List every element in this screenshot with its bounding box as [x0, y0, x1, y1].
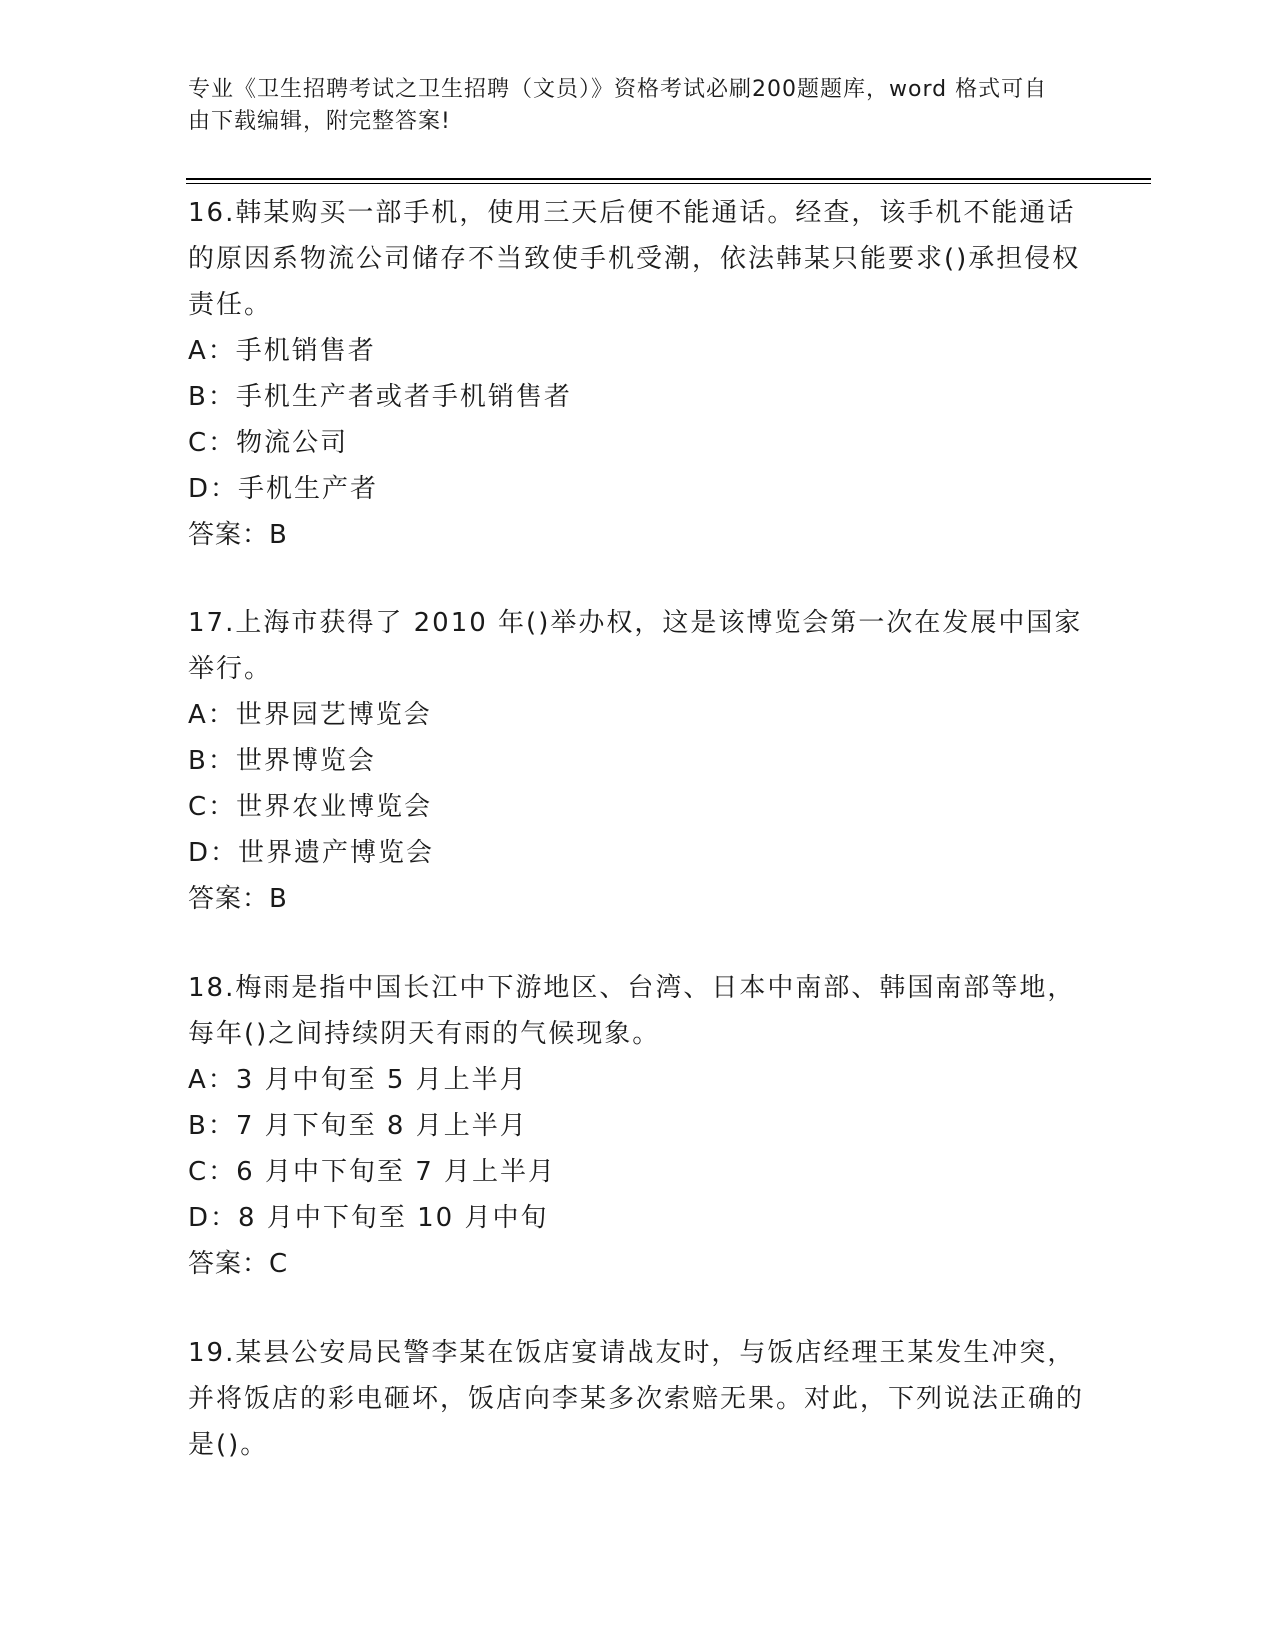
option-c: C：物流公司: [188, 428, 349, 458]
question-16: [188, 190, 1088, 558]
header-divider-thin: [186, 183, 1151, 184]
option-b: B：世界博览会: [188, 746, 376, 776]
question-stem: 18.梅雨是指中国长江中下游地区、台湾、日本中南部、韩国南部等地，每年()之间持续阴天有雨的气候现象。: [188, 973, 1076, 1049]
question-stem: 16.韩某购买一部手机，使用三天后便不能通话。经查，该手机不能通话的原因系物流公司储存不当致使手机受潮，依法韩某只能要求()承担侵权责任。: [188, 198, 1081, 320]
answer: 答案：B: [188, 520, 288, 550]
question-18: [188, 965, 1088, 1287]
option-d: D：手机生产者: [188, 474, 379, 504]
document-header: 专业《卫生招聘考试之卫生招聘（文员）》资格考试必刷200题题库，word 格式可自由下载编辑，附完整答案!: [188, 77, 1048, 134]
question-19: [188, 1330, 1088, 1468]
option-a: A：3 月中旬至 5 月上半月: [188, 1065, 528, 1095]
option-c: C：6 月中下旬至 7 月上半月: [188, 1157, 557, 1187]
question-17: [188, 600, 1088, 922]
header-divider-thick: [186, 178, 1151, 180]
option-d: D：8 月中下旬至 10 月中旬: [188, 1203, 549, 1233]
option-b: B：7 月下旬至 8 月上半月: [188, 1111, 528, 1141]
option-b: B：手机生产者或者手机销售者: [188, 382, 572, 412]
question-stem: 17.上海市获得了 2010 年()举办权，这是该博览会第一次在发展中国家举行。: [188, 608, 1083, 684]
option-d: D：世界遗产博览会: [188, 838, 435, 868]
answer: 答案：B: [188, 884, 288, 914]
option-c: C：世界农业博览会: [188, 792, 433, 822]
option-a: A：世界园艺博览会: [188, 700, 432, 730]
option-a: A：手机销售者: [188, 336, 376, 366]
answer: 答案：C: [188, 1249, 289, 1279]
question-stem: 19.某县公安局民警李某在饭店宴请战友时，与饭店经理王某发生冲突，并将饭店的彩电砸坏，饭店向李某多次索赔无果。对此，下列说法正确的是()。: [188, 1338, 1085, 1460]
